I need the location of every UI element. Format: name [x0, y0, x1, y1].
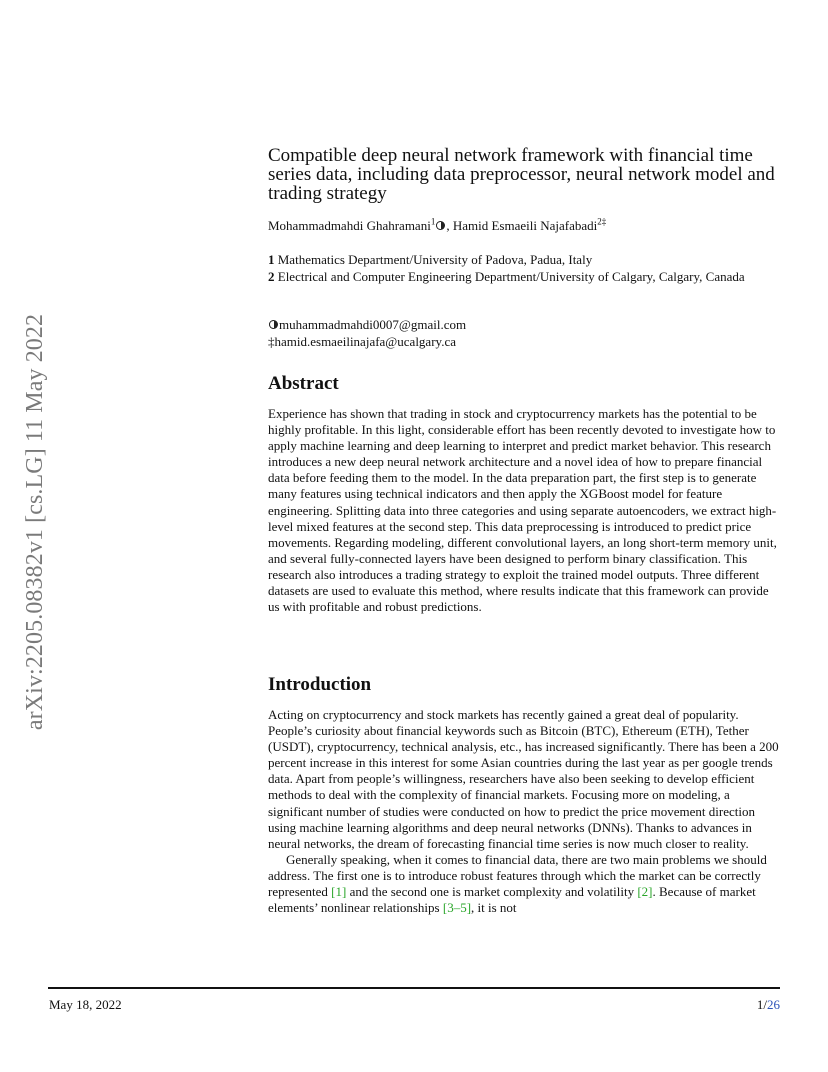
author-separator: , — [446, 218, 453, 233]
affiliation-number: 2 — [268, 268, 275, 284]
introduction-body — [268, 707, 783, 916]
contact-emails — [268, 317, 783, 350]
paragraph-text: . Because of market elements’ nonlinear relationships — [268, 884, 756, 916]
footer-date: May 18, 2022 — [49, 997, 122, 1012]
affiliation-number: 1 — [268, 252, 275, 267]
footer-rule — [48, 987, 780, 989]
paragraph-text: , it is not — [471, 900, 517, 916]
orcid-icon — [436, 221, 445, 230]
email-address[interactable]: ‡hamid.esmaeilinajafa@ucalgary.ca — [268, 333, 456, 349]
citation-link[interactable]: [1] — [331, 884, 347, 900]
introduction-heading: Introduction — [268, 674, 372, 695]
email-line — [268, 334, 783, 351]
affiliations — [268, 252, 783, 285]
affiliation-text: Electrical and Computer Engineering Department/University of Calgary, Calgary, Canada — [274, 268, 745, 284]
page-slash: / — [763, 997, 767, 1012]
abstract-heading: Abstract — [268, 373, 339, 394]
paper-title: Compatible deep neural network framework with financial time series data, including data preprocessor, neural network model and trading strategy — [268, 145, 775, 204]
affiliation-marker: 2‡ — [597, 216, 607, 227]
intro-paragraph: Acting on cryptocurrency and stock markets has recently gained a great deal of popularity. People’s curiosity about financial keywords such as Bitcoin (BTC), Ethereum (ETH), Tether (USDT), cryptocurrency, technical analysis, etc., has increased significantly. There has been a 200 percent increase in this interest for some Asian countries during the last year as per google trends data. Apart from people’s willingness, researchers have also been seeking to develop efficient methods to deal with the complexity of financial markets. Focusing more on modeling, a significant number of studies were conducted on how to predict the price movement direction using machine learning algorithms and deep neural networks (DNNs). Thanks to advances in neural networks, the dream of forecasting financial time series is now much closer to reality. — [268, 707, 779, 851]
citation-link[interactable]: [3–5] — [442, 900, 472, 916]
orcid-icon — [269, 320, 278, 329]
affiliation-item — [268, 252, 783, 269]
abstract-body — [268, 406, 783, 615]
intro-paragraph — [268, 852, 783, 916]
author-name: Hamid Esmaeili Najafabadi — [452, 218, 598, 233]
total-pages-link[interactable]: 26 — [767, 997, 780, 1012]
affiliation-marker: 1 — [430, 216, 436, 227]
affiliation-text: Mathematics Department/University of Padova, Padua, Italy — [274, 252, 593, 267]
paragraph-text: and the second one is market complexity and volatility — [346, 884, 638, 900]
author-name: Mohammadmahdi Ghahramani — [268, 218, 431, 233]
citation-link[interactable]: [2] — [637, 884, 653, 900]
email-address[interactable]: muhammadmahdi0007@gmail.com — [279, 317, 467, 332]
current-page: 1 — [756, 997, 764, 1012]
paragraph-text: Generally speaking, when it comes to financial data, there are two main problems we should address. The first one is to introduce robust features through which the market can be correctly represented — [268, 851, 767, 900]
arxiv-stamp: arXiv:2205.08382v1 [cs.LG] 11 May 2022 — [22, 313, 48, 731]
author-list — [268, 218, 783, 234]
abstract-text: Experience has shown that trading in stock and cryptocurrency markets has the potential to be highly profitable. In this light, considerable effort has been recently devoted to investigate how to apply machine learning and deep learning to interpret and predict market behavior. This research introduces a new deep neural network architecture and a novel idea of how to prepare financial data before feeding them to the model. In the data preparation part, the first step is to generate many features using technical indicators and then apply the XGBoost model for feature engineering. Splitting data into three categories and using separate autoencoders, we extract high-level mixed features at the second step. This data preprocessing is introduced to predict price movements. Regarding modeling, different convolutional layers, an long short-term memory unit, and several fully-connected layers have been designed to perform binary classification. This research also introduces a trading strategy to exploit the trained model outputs. Three different datasets are used to evaluate this method, where results indicate that this framework can provide us with profitable and robust predictions. — [268, 406, 777, 615]
affiliation-item — [268, 269, 783, 286]
page-number — [757, 997, 780, 1013]
email-line — [268, 317, 783, 334]
